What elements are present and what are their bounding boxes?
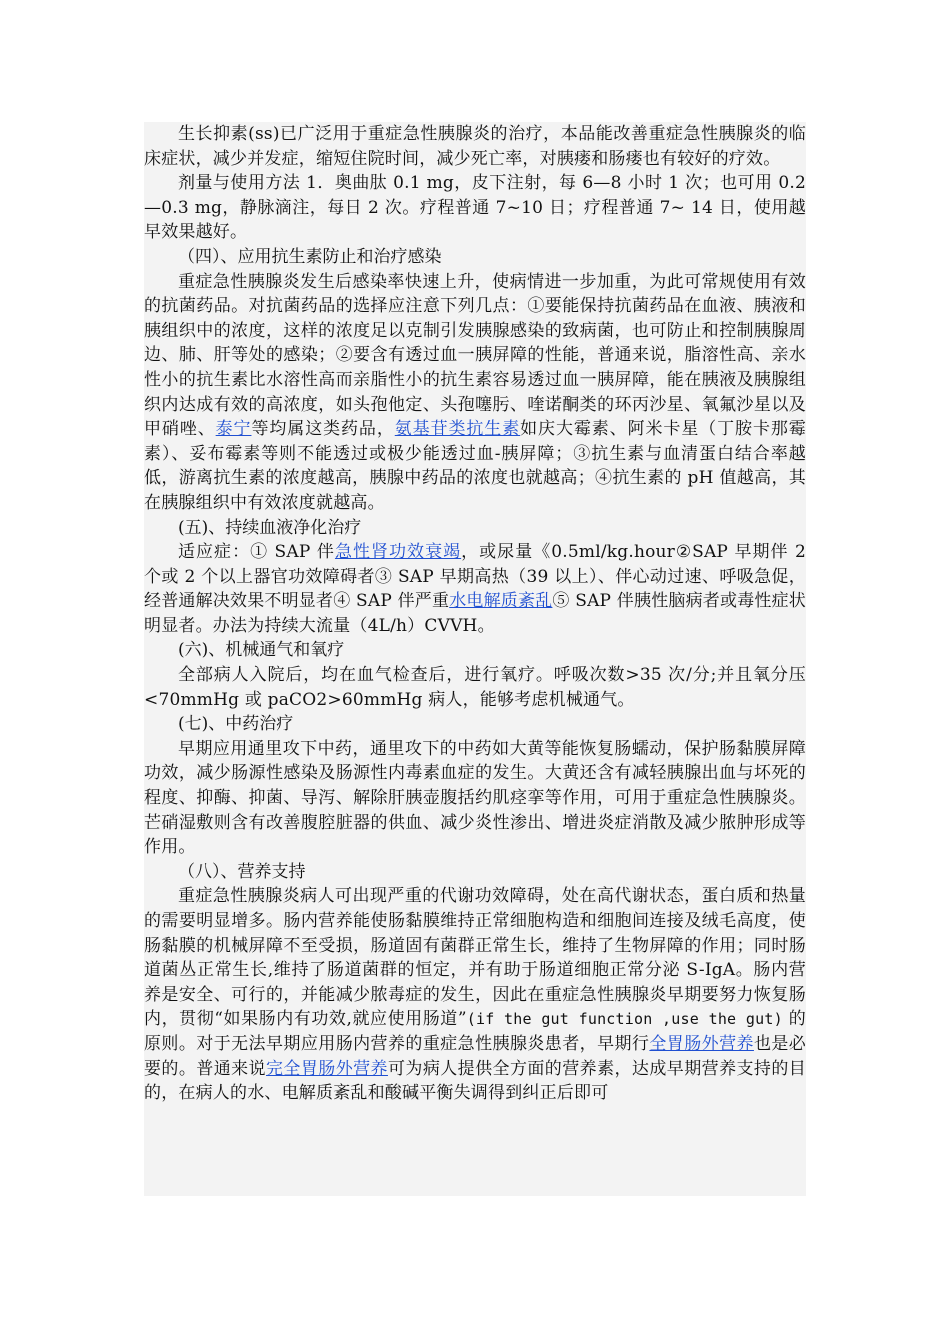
heading-blood-purification: (五)、持续血液净化治疗 xyxy=(178,517,362,538)
text-span: 如庆大霉素、阿米卡星（丁胺卡那霉素）、妥布霉素等则不能透过或极少能透过血-胰屏障；③抗生素与血清蛋白结合率越低，游离抗生素的浓度越高，胰腺中药品的浓度也就越高；④抗生素的 pH 值越高，其在胰腺组织中有效浓度就越高。 xyxy=(144,419,806,513)
text-span: 等均属这类药品， xyxy=(251,419,395,440)
paragraph-nutrition xyxy=(144,884,806,1105)
heading-tcm: (七)、中药治疗 xyxy=(178,714,294,735)
link-aminoglycosides[interactable]: 氨基苷类抗生素 xyxy=(394,419,521,440)
text-span: 可为病人提供全方面的营养素，达成早期营养支持的目的，在病人的水、电解质紊乱和酸碱平衡失调得到纠正后即可 xyxy=(144,1058,806,1104)
link-electrolyte-disorder[interactable]: 水电解质紊乱 xyxy=(449,591,553,612)
heading-ventilation: (六)、机械通气和氧疗 xyxy=(178,640,345,661)
link-taining[interactable]: 泰宁 xyxy=(215,419,252,440)
english-quote: (if the gut function ,use the gut) xyxy=(466,1010,783,1029)
paragraph-dosage: 剂量与使用方法 1．奥曲肽 0.1 mg，皮下注射，每 6—8 小时 1 次；也可用 0.2—0.3 mg，静脉滴注，每日 2 次。疗程普通 7~10 日；疗程普通 7~ 14 日，使用越早效果越好。 xyxy=(144,173,806,243)
link-tpn[interactable]: 全胃肠外营养 xyxy=(649,1033,754,1054)
text-span: 重症急性胰腺炎病人可出现严重的代谢功效障碍，处在高代谢状态，蛋白质和热量的需要明显增多。肠内营养能使肠黏膜维持正常细胞构造和细胞间连接及绒毛高度，使肠黏膜的机械屏障不至受损，肠道固有菌群正常生长，维持了生物屏障的作用；同时肠道菌丛正常生长,维持了肠道菌群的恒定，并有助于肠道细胞正常分泌 S-IgA。肠内营养是安全、可行的，并能减少脓毒症的发生，因此在重症急性胰腺炎早期要努力恢复肠内，贯彻“如果肠内有功效,就应使用肠道” xyxy=(144,886,806,1030)
text-span: ⑤ SAP 伴胰性脑病者或毒性症状明显者。办法为持续大流量（4L/h）CVVH。 xyxy=(144,591,807,636)
link-complete-tpn[interactable]: 完全胃肠外营养 xyxy=(265,1058,388,1079)
paragraph-indications xyxy=(144,540,806,638)
paragraph-somatostatin: 生长抑素(ss)已广泛用于重症急性胰腺炎的治疗，本品能改善重症急性胰腺炎的临床症状，减少并发症，缩短住院时间，减少死亡率，对胰瘘和肠瘘也有较好的疗效。 xyxy=(144,124,806,169)
text-span: ，或尿量《0.5ml/kg.hour②SAP 早期伴 2 个或 2 个以上器官功效障碍者③ SAP 早期高热（39 以上）、伴心动过速、呼吸急促，经普通解决效果不明显者④ SAP 伴严重 xyxy=(144,542,806,612)
document-text-block xyxy=(144,122,806,1196)
text-span: 重症急性胰腺炎发生后感染率快速上升，使病情进一步加重，为此可常规使用有效的抗菌药品。对抗菌药品的选择应注意下列几点：①要能保持抗菌药品在血液、胰液和胰组织中的浓度，这样的浓度足以克制引发胰腺感染的致病菌，也可防止和控制胰腺周边、肺、肝等处的感染；②要含有透过血一胰屏障的性能，普通来说，脂溶性高、亲水性小的抗生素比水溶性高而亲脂性小的抗生素容易透过血一胰屏障，能在胰液及胰腺组织内达成有效的高浓度，如头孢他定、头孢噻肟、喹诺酮类的环丙沙星、氧氟沙星以及甲硝唑、 xyxy=(144,271,806,440)
paragraph-tcm: 早期应用通里攻下中药，通里攻下的中药如大黄等能恢复肠蠕动，保护肠黏膜屏障功效，减少肠源性感染及肠源性内毒素血症的发生。大黄还含有减轻胰腺出血与坏死的程度、抑酶、抑菌、导泻、解除肝胰壶腹括约肌痉挛等作用，可用于重症急性胰腺炎。芒硝湿敷则含有改善腹腔脏器的供血、减少炎性渗出、增进炎症消散及减少脓肿形成等作用。 xyxy=(144,738,806,858)
text-span: 的原则。对于无法早期应用肠内营养的重症急性胰腺炎患者，早期行 xyxy=(144,1009,806,1054)
link-acute-renal-failure[interactable]: 急性肾功效衰竭 xyxy=(334,542,462,563)
heading-antibiotics: （四）、应用抗生素防止和治疗感染 xyxy=(178,246,442,267)
text-span: 也是必要的。普通来说 xyxy=(144,1033,806,1079)
text-span: 适应症：① SAP 伴 xyxy=(178,542,335,563)
heading-nutrition: （八）、营养支持 xyxy=(178,861,306,882)
paragraph-antibiotics xyxy=(144,270,806,516)
paragraph-ventilation: 全部病人入院后，均在血气检查后，进行氧疗。呼吸次数>35 次/分;并且氧分压<70mmHg 或 paCO2>60mmHg 病人，能够考虑机械通气。 xyxy=(144,665,806,710)
